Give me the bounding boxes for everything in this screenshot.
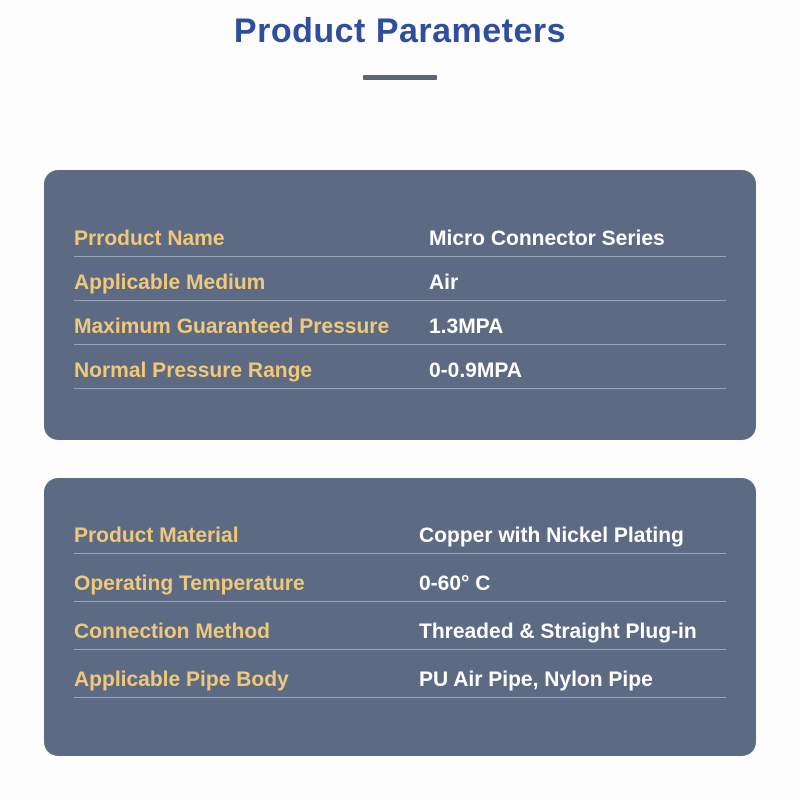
parameter-value: Air	[429, 271, 459, 294]
parameter-value: Micro Connector Series	[429, 227, 665, 250]
page-title: Product Parameters	[233, 12, 567, 50]
table-row	[74, 271, 726, 301]
parameter-row-group	[74, 506, 726, 734]
table-row	[74, 315, 726, 345]
parameter-label: Product Material	[74, 524, 239, 547]
parameter-label: Connection Method	[74, 620, 270, 643]
parameter-value: 0-60° C	[419, 572, 491, 595]
parameter-row-group	[74, 198, 726, 418]
parameter-value: PU Air Pipe, Nylon Pipe	[419, 668, 653, 691]
parameter-value: Threaded & Straight Plug-in	[419, 620, 697, 643]
parameters-card-primary	[44, 170, 756, 440]
parameters-card-secondary	[44, 478, 756, 756]
table-row	[74, 227, 726, 257]
parameter-label: Applicable Pipe Body	[74, 668, 289, 691]
table-row	[74, 524, 726, 554]
table-row	[74, 572, 726, 602]
parameter-label: Normal Pressure Range	[74, 359, 313, 382]
parameter-value: Copper with Nickel Plating	[419, 524, 684, 547]
parameter-value: 0-0.9MPA	[429, 359, 522, 382]
parameter-label: Applicable Medium	[74, 271, 266, 294]
table-row	[74, 620, 726, 650]
table-row	[74, 668, 726, 698]
parameter-label: Maximum Guaranteed Pressure	[74, 315, 390, 338]
parameter-label: Operating Temperature	[74, 572, 305, 595]
parameter-label: Prroduct Name	[74, 227, 225, 250]
title-underline-divider	[363, 75, 437, 80]
parameter-value: 1.3MPA	[429, 315, 504, 338]
table-row	[74, 359, 726, 389]
